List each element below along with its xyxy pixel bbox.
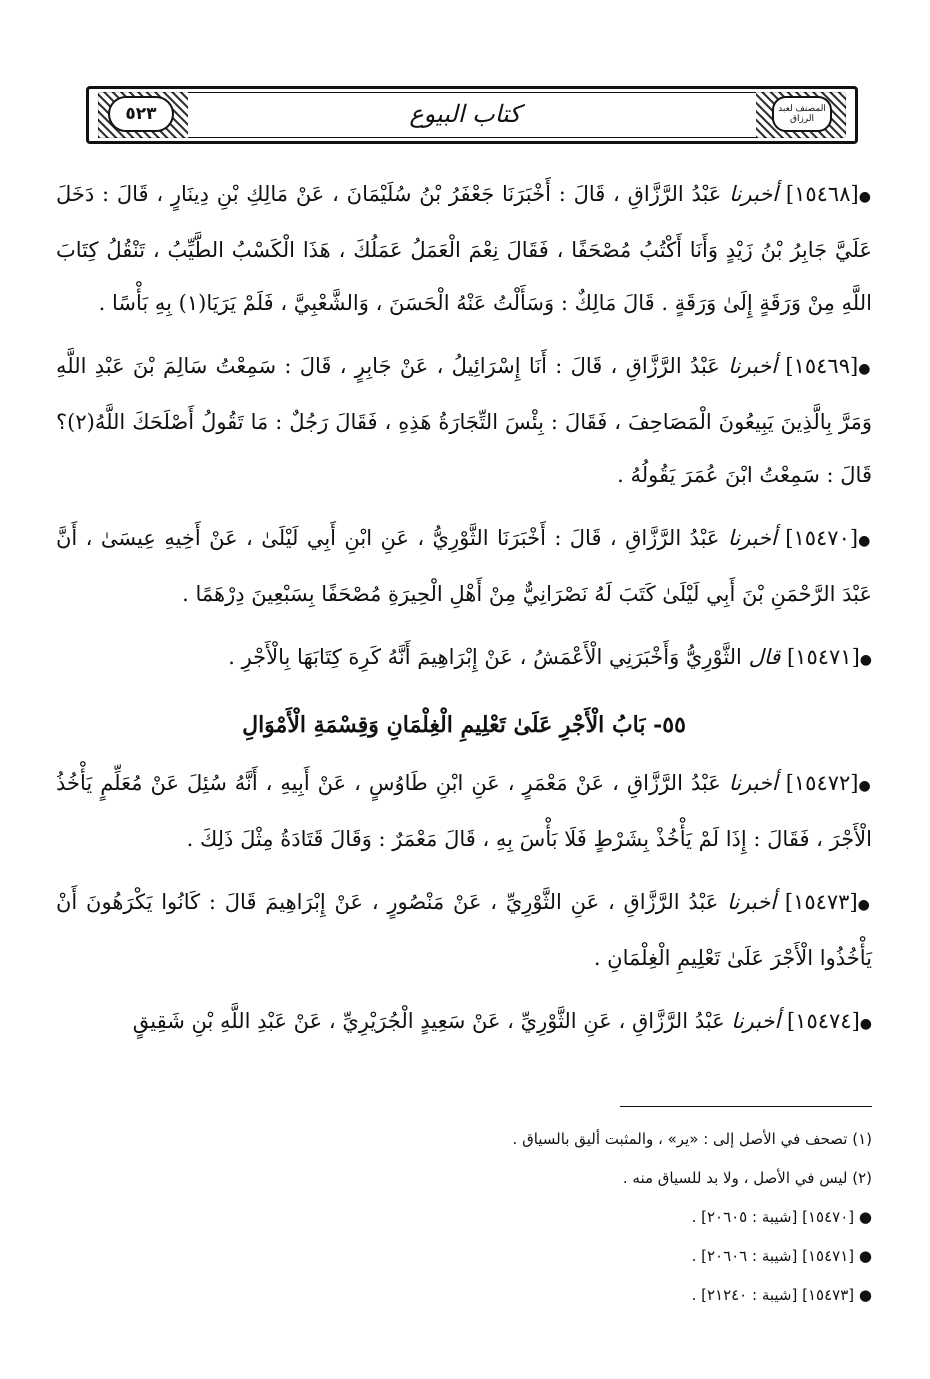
bullet-icon: ●	[857, 897, 873, 913]
hadith-number: [١٥٤٦٩]	[785, 354, 859, 378]
hadith-lead: أخبرنا	[731, 1009, 781, 1033]
footnote-divider	[620, 1106, 872, 1107]
source-ref-15473: ● [١٥٤٧٣] [شيبة : ٢١٢٤٠] .	[691, 1286, 872, 1304]
bullet-icon: ●	[858, 361, 872, 377]
bullet-icon: ●	[859, 652, 872, 668]
hadith-lead: أخبرنا	[729, 182, 779, 206]
hadith-15469	[56, 340, 872, 502]
hadith-lead: أخبرنا	[728, 354, 778, 378]
bullet-icon: ●	[858, 778, 873, 794]
hadith-number: [١٥٤٧٣]	[784, 890, 858, 914]
hadith-15470	[56, 512, 872, 621]
footnote-2: (٢) ليس في الأصل ، ولا بد للسياق منه .	[622, 1169, 872, 1187]
bullet-icon: ●	[859, 1016, 872, 1032]
hadith-15468	[56, 168, 872, 330]
hadith-number: [١٥٤٧٠]	[785, 526, 859, 550]
hadith-text: عَبْدُ الرَّزَّاقِ ، قَالَ : أَخْبَرَنَا جَعْفَرُ بْنُ سُلَيْمَانَ ، عَنْ مَالِكِ بْنِ دِينَارٍ ، قَالَ : دَخَلَ عَلَيَّ جَابِرُ بْنُ زَيْدٍ وَأَنَا أَكْتُبُ مُصْحَفًا ، فَقَالَ نِعْمَ الْعَمَلُ عَمَلُكَ ، هَذَا الْكَسْبُ الطَّيِّبُ ، تَنْقُلُ كِتَابَ اللَّهِ مِنْ وَرَقَةٍ إِلَىٰ وَرَقَةٍ . قَالَ مَالِكٌ : وَسَأَلْتُ عَنْهُ الْحَسَنَ ، وَالشَّعْبِيَّ ، فَلَمْ يَرَيَا(١) بِهِ بَأْسًا .	[56, 182, 872, 315]
hadith-text: عَبْدُ الرَّزَّاقِ ، قَالَ : أَخْبَرَنَا الثَّوْرِيُّ ، عَنِ ابْنِ أَبِي لَيْلَىٰ ، عَنْ أَخِيهِ عِيسَىٰ ، أَنَّ عَبْدَ الرَّحْمَنِ بْنَ أَبِي لَيْلَىٰ كَتَبَ لَهُ نَصْرَانِيٌّ مِنْ أَهْلِ الْحِيرَةِ مُصْحَفًا بِسَبْعِينَ دِرْهَمًا .	[56, 526, 872, 606]
hadith-15473	[56, 876, 872, 985]
book-logo: المصنف لعبد الرزاق	[772, 96, 832, 132]
hadith-text: عَبْدُ الرَّزَّاقِ ، عَنْ مَعْمَرٍ ، عَنِ ابْنِ طَاوُسٍ ، عَنْ أَبِيهِ ، أَنَّهُ سُئِلَ عَنْ مُعَلِّمٍ يَأْخُذُ الْأَجْرَ ، فَقَالَ : إِذَا لَمْ يَأْخُذْ بِشَرْطٍ فَلَا بَأْسَ بِهِ ، قَالَ مَعْمَرٌ : وَقَالَ قَتَادَةُ مِثْلَ ذَلِكَ .	[56, 771, 872, 851]
hadith-text: عَبْدُ الرَّزَّاقِ ، عَنِ الثَّوْرِيِّ ، عَنْ مَنْصُورٍ ، عَنْ إِبْرَاهِيمَ قَالَ : كَانُوا يَكْرَهُونَ أَنْ يَأْخُذُوا الْأَجْرَ عَلَىٰ تَعْلِيمِ الْغِلْمَانِ .	[56, 890, 872, 970]
source-ref-15471: ● [١٥٤٧١] [شيبة : ٢٠٦٠٦] .	[691, 1247, 872, 1265]
hadith-15472	[56, 757, 872, 866]
hadith-number: [١٥٤٦٨]	[785, 182, 859, 206]
hadith-number: [١٥٤٧٢]	[785, 771, 859, 795]
bullet-icon: ●	[858, 533, 873, 549]
running-title: كتاب البيوع	[409, 100, 521, 128]
footnotes	[480, 1120, 872, 1315]
page-number: ٥٢٣	[108, 96, 174, 132]
hadith-text: عَبْدُ الرَّزَّاقِ ، عَنِ الثَّوْرِيِّ ، عَنْ سَعِيدٍ الْجُرَيْرِيِّ ، عَنْ عَبْدِ اللَّهِ بْنِ شَقِيقٍ	[132, 1009, 732, 1033]
hadith-number: [١٥٤٧٤]	[786, 1009, 860, 1033]
bullet-icon: ●	[858, 189, 872, 205]
footnote-1: (١) تصحف في الأصل إلى : «ير» ، والمثبت أليق بالسياق .	[512, 1130, 872, 1148]
main-text	[56, 168, 872, 1061]
hadith-lead: قال	[748, 645, 781, 669]
hadith-lead: أخبرنا	[727, 526, 777, 550]
chapter-heading: ٥٥- بَابُ الْأَجْرِ عَلَىٰ تَعْلِيمِ الْغِلْمَانِ وَقِسْمَةِ الْأَمْوَالِ	[242, 712, 686, 738]
hadith-15474	[56, 995, 872, 1051]
hadith-text: عَبْدُ الرَّزَّاقِ ، قَالَ : أَنَا إِسْرَائِيلُ ، عَنْ جَابِرٍ ، قَالَ : سَمِعْتُ سَالِمَ بْنَ عَبْدِ اللَّهِ وَمَرَّ بِالَّذِينَ يَبِيعُونَ الْمَصَاحِفَ ، فَقَالَ : بِئْسَ التِّجَارَةُ هَذِهِ ، فَقَالَ رَجُلٌ : مَا تَقُولُ أَصْلَحَكَ اللَّهُ(٢)؟ قَالَ : سَمِعْتُ ابْنَ عُمَرَ يَقُولُهُ .	[56, 354, 872, 487]
hadith-lead: أخبرنا	[727, 890, 777, 914]
hadith-number: [١٥٤٧١]	[786, 645, 860, 669]
source-ref-15470: ● [١٥٤٧٠] [شيبة : ٢٠٦٠٥] .	[691, 1208, 872, 1226]
hadith-text: الثَّوْرِيُّ وَأَخْبَرَنِي الْأَعْمَشُ ، عَنْ إِبْرَاهِيمَ أَنَّهُ كَرِهَ كِتَابَهَا بِالْأَجْرِ .	[228, 645, 749, 669]
hadith-lead: أخبرنا	[728, 771, 778, 795]
hadith-15471	[56, 631, 872, 687]
